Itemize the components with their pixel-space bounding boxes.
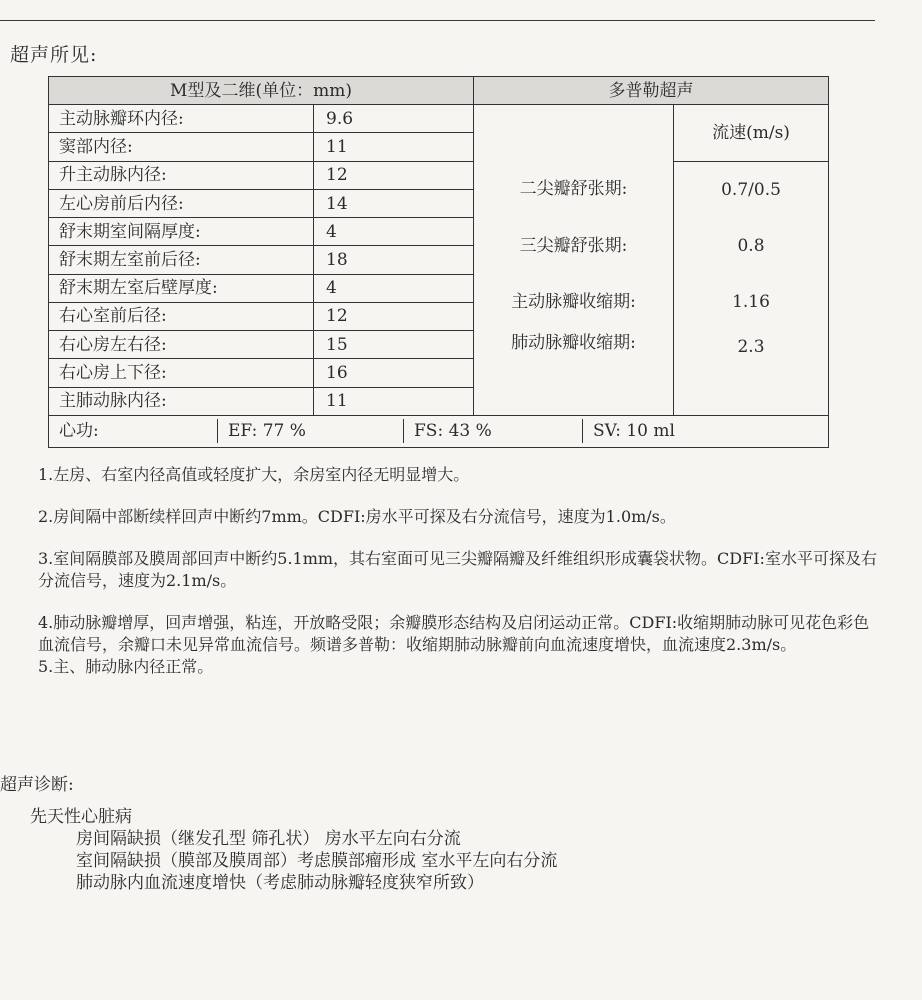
cardiac-function-row <box>49 415 829 447</box>
row-label: 舒末期左室后壁厚度: <box>49 274 314 302</box>
doppler-label: 主动脉瓣收缩期: <box>474 274 674 330</box>
doppler-blank <box>474 105 674 161</box>
diagnosis-item: 肺动脉内血流速度增快（考虑肺动脉瓣轻度狭窄所致） <box>76 873 484 893</box>
row-label: 主动脉瓣环内径: <box>49 105 314 133</box>
finding-item: 3.室间隔膜部及膜周部回声中断约5.1mm，其右室面可见三尖瓣隔瓣及纤维组织形成囊袋状物。CDFI:室水平可探及右分流信号，速度为2.1m/s。 <box>38 549 877 590</box>
doppler-value: 0.7/0.5 <box>674 161 829 217</box>
row-label: 舒末期室间隔厚度: <box>49 218 314 246</box>
row-label: 右心室前后径: <box>49 302 314 330</box>
row-value: 12 <box>314 302 474 330</box>
finding-item: 4.肺动脉瓣增厚，回声增强，粘连，开放略受限；余瓣膜形态结构及启闭运动正常。CDFI:收缩期肺动脉可见花色彩色血流信号，余瓣口未见异常血流信号。频谱多普勒：收缩期肺动脉瓣前向血流速度增快，血流速度2.3m/s。 <box>38 613 870 654</box>
row-value: 11 <box>314 387 474 415</box>
row-label: 升主动脉内径: <box>49 161 314 189</box>
sv-value: SV: 10 ml <box>593 421 675 442</box>
row-value: 11 <box>314 133 474 161</box>
ef-value: EF: 77 % <box>218 419 404 443</box>
row-label: 右心房上下径: <box>49 359 314 387</box>
diagnosis-title: 超声诊断: <box>0 775 74 795</box>
row-value: 18 <box>314 246 474 274</box>
findings-list <box>38 464 878 678</box>
row-label: 主肺动脉内径: <box>49 387 314 415</box>
measurement-table <box>48 76 829 448</box>
row-label: 右心房左右径: <box>49 331 314 359</box>
diagnosis-main: 先天性心脏病 <box>30 807 132 827</box>
doppler-value: 1.16 <box>674 274 829 330</box>
doppler-value: 0.8 <box>674 218 829 274</box>
row-value: 14 <box>314 189 474 217</box>
diagnosis-item: 房间隔缺损（继发孔型 筛孔状） 房水平左向右分流 <box>76 829 461 849</box>
fs-value: FS: 43 % <box>404 419 583 443</box>
row-value: 4 <box>314 218 474 246</box>
row-value: 4 <box>314 274 474 302</box>
row-label: 舒末期左室前后径: <box>49 246 314 274</box>
row-value: 15 <box>314 331 474 359</box>
finding-item: 5.主、肺动脉内径正常。 <box>38 657 214 676</box>
section-title: 超声所见: <box>10 44 98 66</box>
diagnosis-block <box>30 806 557 894</box>
doppler-value: 2.3 <box>674 331 829 416</box>
doppler-label: 肺动脉瓣收缩期: <box>474 331 674 416</box>
finding-item: 1.左房、右室内径高值或轻度扩大，余房室内径无明显增大。 <box>38 465 470 484</box>
cardiac-function-label: 心功: <box>49 419 218 443</box>
header-doppler: 多普勒超声 <box>474 77 829 105</box>
header-mmode: M型及二维(单位：mm) <box>49 77 474 105</box>
flow-unit-label: 流速(m/s) <box>674 105 829 161</box>
finding-item: 2.房间隔中部断续样回声中断约7mm。CDFI:房水平可探及右分流信号，速度为1.0m/s。 <box>38 507 676 526</box>
diagnosis-item: 室间隔缺损（膜部及膜周部）考虑膜部瘤形成 室水平左向右分流 <box>76 851 558 871</box>
row-value: 9.6 <box>314 105 474 133</box>
row-label: 左心房前后内径: <box>49 189 314 217</box>
row-value: 12 <box>314 161 474 189</box>
doppler-label: 二尖瓣舒张期: <box>474 161 674 217</box>
row-value: 16 <box>314 359 474 387</box>
row-label: 窦部内径: <box>49 133 314 161</box>
top-rule <box>0 20 875 21</box>
doppler-label: 三尖瓣舒张期: <box>474 218 674 274</box>
